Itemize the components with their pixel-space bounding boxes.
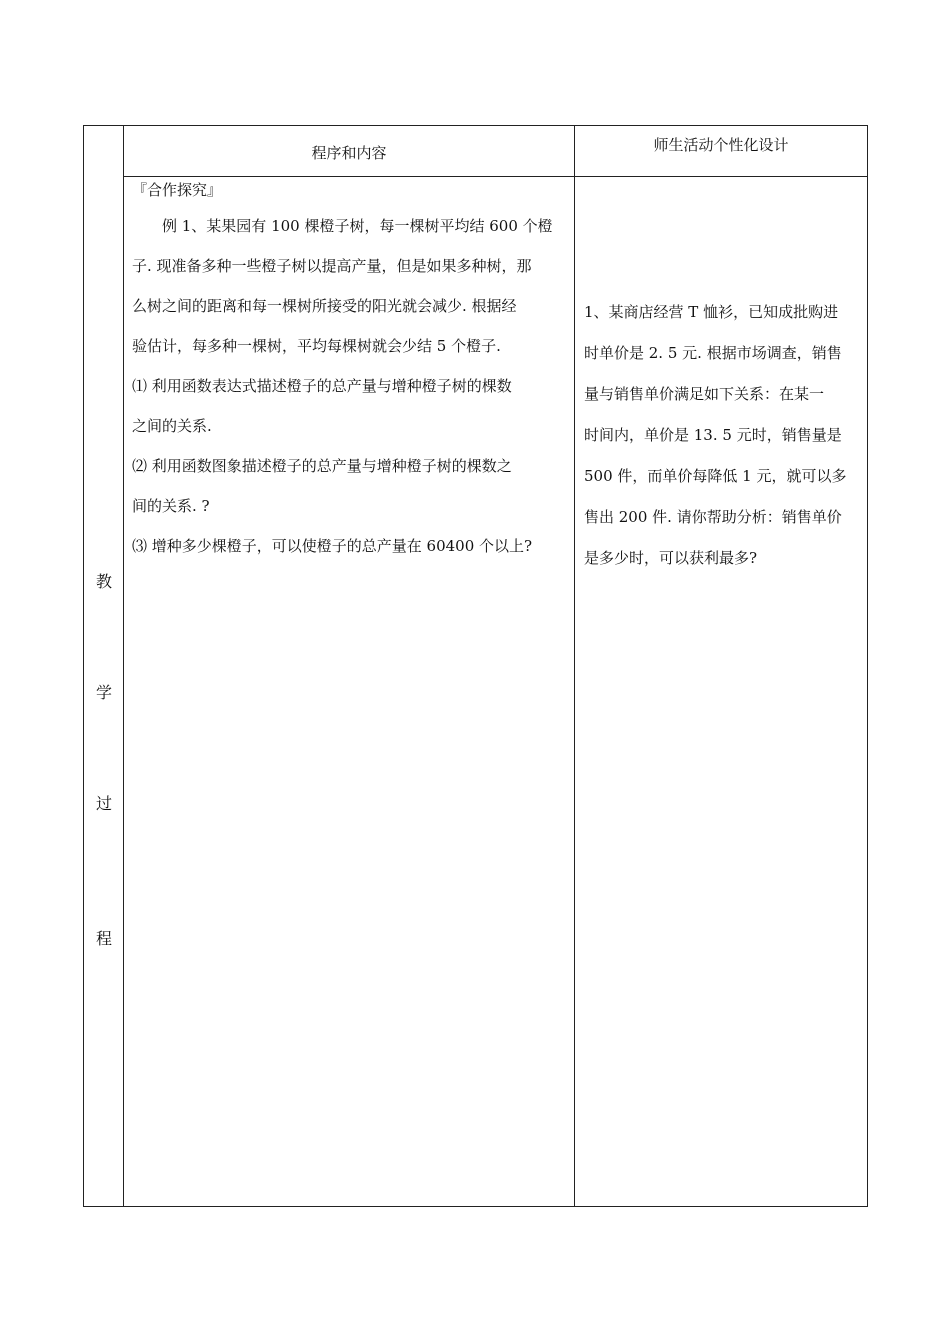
question-3: ⑶ 增种多少棵橙子，可以使橙子的总产量在 60400 个以上? bbox=[132, 537, 533, 555]
column-divider-side bbox=[123, 126, 124, 1206]
design-line: 量与销售单价满足如下关系：在某一 bbox=[584, 385, 825, 403]
design-line: 是多少时，可以获利最多? bbox=[584, 549, 758, 567]
section-title: 『合作探究』 bbox=[132, 181, 223, 199]
design-line: 时间内，单价是 13. 5 元时，销售量是 bbox=[584, 426, 842, 444]
example-line: 么树之间的距离和每一棵树所接受的阳光就会减少. 根据经 bbox=[132, 297, 517, 315]
design-line: 500 件，而单价每降低 1 元，就可以多 bbox=[584, 467, 847, 485]
example-line: 验估计，每多种一棵树，平均每棵树就会少结 5 个橙子. bbox=[132, 337, 501, 355]
question-2-line: 间的关系. ? bbox=[132, 497, 210, 515]
example-line: 子. 现准备多种一些橙子树以提高产量，但是如果多种树，那 bbox=[132, 257, 532, 275]
question-2-line: ⑵ 利用函数图象描述橙子的总产量与增种橙子树的棵数之 bbox=[132, 457, 512, 475]
header-procedure: 程序和内容 bbox=[311, 144, 387, 162]
example-line: 例 1、某果园有 100 棵橙子树，每一棵树平均结 600 个橙 bbox=[162, 217, 553, 235]
procedure-content bbox=[132, 174, 570, 566]
side-label-char: 学 bbox=[95, 683, 112, 702]
design-line: 时单价是 2. 5 元. 根据市场调查，销售 bbox=[584, 344, 842, 362]
lesson-table bbox=[83, 125, 868, 1207]
side-label-char: 过 bbox=[95, 794, 112, 813]
design-line: 1、某商店经营 T 恤衫，已知成批购进 bbox=[584, 303, 839, 321]
question-1-line: ⑴ 利用函数表达式描述橙子的总产量与增种橙子树的棵数 bbox=[132, 377, 512, 395]
side-label-char: 程 bbox=[95, 929, 112, 948]
design-content bbox=[584, 292, 866, 579]
side-label-char: 教 bbox=[95, 572, 112, 591]
column-divider-main bbox=[574, 126, 575, 1206]
header-design: 师生活动个性化设计 bbox=[653, 136, 789, 154]
question-1-line: 之间的关系. bbox=[132, 417, 212, 435]
design-line: 售出 200 件. 请你帮助分析：销售单价 bbox=[584, 508, 842, 526]
